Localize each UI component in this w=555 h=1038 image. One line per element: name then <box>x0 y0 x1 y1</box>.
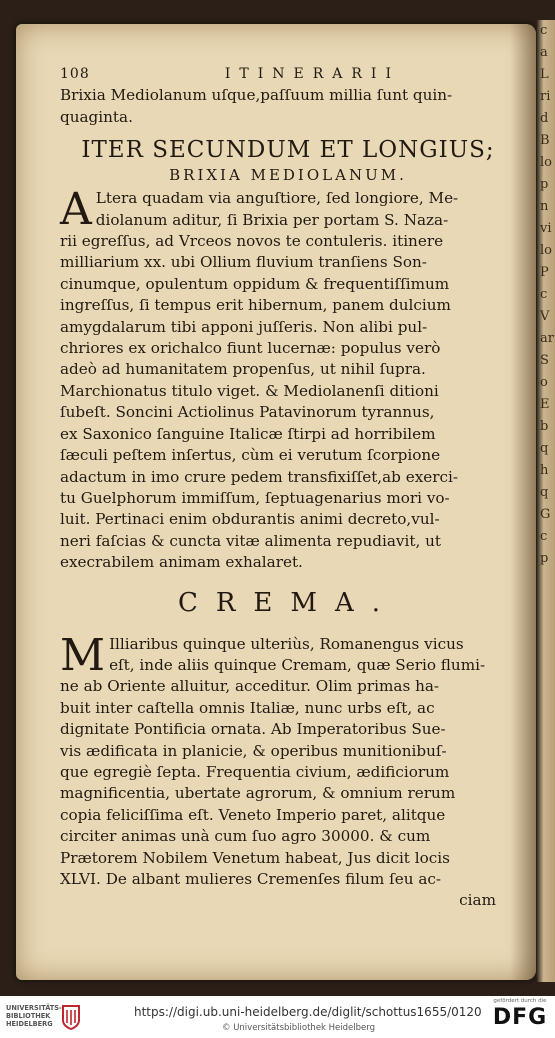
text-line: quaginta. <box>60 107 133 126</box>
facing-page-fragment: S <box>540 353 549 368</box>
book-page <box>16 24 536 980</box>
text-line: milliarium xx. ubi Ollium fluvium tranſiens Son- <box>60 253 427 272</box>
facing-page-fragment: c <box>540 529 548 544</box>
facing-page-fragment: p <box>540 551 549 566</box>
facing-page-fragment: P <box>540 265 549 280</box>
facing-page-fragment: B <box>540 133 550 148</box>
library-emblem-icon <box>60 1004 82 1030</box>
text-line: diolanum aditur, ſi Brixia per portam S. Naza- <box>95 210 449 229</box>
library-logo-line: HEIDELBERG <box>6 1020 53 1028</box>
facing-page-edge <box>536 20 555 982</box>
dfg-logo-text: DFG <box>492 1005 548 1030</box>
footer-bar <box>0 996 555 1038</box>
facing-page-fragment: V <box>540 309 550 324</box>
intro-lines <box>60 85 516 128</box>
paragraph-1 <box>60 184 516 573</box>
facing-page-fragment: c <box>540 287 548 302</box>
page-number: 108 <box>60 66 90 82</box>
text-line: XLVI. De albant mulieres Cremenſes filum ſeu ac- <box>60 870 442 888</box>
text-line: ſæculi peſtem inſertus, cùm ei verutum ſcorpione <box>60 446 441 465</box>
facing-page-fragment: c <box>540 23 548 38</box>
text-line: buit inter caſtella omnis Italiæ, nunc urbs eſt, ac <box>60 698 435 717</box>
dfg-logo[interactable] <box>488 998 552 1034</box>
text-line: que egregiè ſepta. Frequentia civium, ædificiorum <box>60 762 450 781</box>
facing-page-fragment: E <box>540 397 550 412</box>
text-line: execrabilem animam exhalaret. <box>60 553 303 572</box>
page-url[interactable]: https://digi.ub.uni-heidelberg.de/diglit/schottus1655/0120 <box>134 1005 482 1019</box>
text-line: dignitate Pontificia ornata. Ab Imperatoribus Sue- <box>60 720 446 739</box>
facing-page-fragment: lo <box>540 155 552 170</box>
text-line: chriores ex orichalco fiunt lucernæ: populus verò <box>60 339 441 358</box>
crema-heading: CREMA. <box>177 587 399 618</box>
facing-page-fragment: q <box>540 485 549 500</box>
text-line: vis ædificata in planicie, & operibus munitionibuſ- <box>60 741 447 760</box>
text-line: magnificentia, ubertate agrorum, & omnium rerum <box>60 784 456 803</box>
facing-page-fragment: ar <box>540 331 554 346</box>
text-line: circiter animas unà cum ſuo agro 30000. & cum <box>60 827 431 846</box>
library-logo-text <box>6 1004 62 1028</box>
text-line: copia feliciſſima eſt. Veneto Imperio paret, alitque <box>60 805 446 824</box>
facing-page-fragment: n <box>540 199 549 214</box>
text-line: adeò ad humanitatem propenſus, ut nihil ſupra. <box>60 360 426 379</box>
facing-page-fragment: a <box>540 45 548 60</box>
facing-page-fragment: q <box>540 441 549 456</box>
text-line: Brixia Mediolanum uſque,paſſuum millia ſunt quin- <box>60 86 453 105</box>
text-line: ingreſſus, ſi tempus erit hibernum, panem dulcium <box>60 296 451 315</box>
drop-cap: M <box>60 629 106 681</box>
text-line: tu Guelphorum immiſſum, ſeptuagenarius mori vo- <box>60 488 450 507</box>
funding-note: gefördert durch die <box>493 998 547 1004</box>
facing-page-fragment: G <box>540 507 551 522</box>
catchword: ciam <box>459 891 496 910</box>
text-line: Illiaribus quinque ulteriùs, Romanengus vicus <box>109 634 464 653</box>
text-line: rii egreſſus, ad Vrceos novos te contuleris. itinere <box>60 232 444 251</box>
running-title: ITINERARII <box>224 66 400 82</box>
text-line: eſt, inde aliis quinque Cremam, quæ Serio flumi- <box>109 655 486 674</box>
page-text <box>60 64 516 912</box>
text-line: amygdalarum tibi apponi juſſeris. Non alibi pul- <box>60 317 428 336</box>
library-logo[interactable] <box>6 1002 136 1032</box>
facing-page-fragment: d <box>540 111 549 126</box>
text-line: Ltera quadam via anguſtiore, ſed longiore, Me- <box>95 189 459 208</box>
section-heading: ITER SECUNDUM ET LONGIUS; <box>81 137 495 164</box>
text-line: luit. Pertinaci enim obdurantis animi decreto,vul- <box>60 510 440 529</box>
text-line: ex Saxonico ſanguine Italicæ ſtirpi ad horribilem <box>60 424 436 443</box>
facing-page-fragment: p <box>540 177 549 192</box>
text-line: ſubeſt. Soncini Actiolinus Patavinorum tyrannus, <box>60 403 435 422</box>
paragraph-2 <box>60 629 516 891</box>
text-line: adactum in imo crure pedem transfixiſſet,ab exerci- <box>60 467 459 486</box>
text-line: Prætorem Nobilem Venetum habeat, Jus dicit locis <box>60 848 450 867</box>
running-header <box>60 64 400 85</box>
facing-page-fragment: b <box>540 419 549 434</box>
facing-page-fragment: ri <box>540 89 551 104</box>
text-line: Marchionatus titulo viget. & Mediolanenſi ditioni <box>60 381 439 400</box>
facing-page-fragment: h <box>540 463 549 478</box>
facing-page-fragment: lo <box>540 243 552 258</box>
text-line: neri faſcias & cuncta vitæ alimenta repudiavit, ut <box>60 531 441 550</box>
text-line: ne ab Oriente alluitur, acceditur. Olim primas ha- <box>60 677 440 696</box>
copyright-note: © Universitätsbibliothek Heidelberg <box>222 1023 376 1033</box>
library-logo-line: BIBLIOTHEK <box>6 1012 51 1020</box>
library-logo-line: UNIVERSITÄTS- <box>6 1004 62 1012</box>
drop-cap: A <box>60 184 92 236</box>
facing-page-fragment: L <box>540 67 549 82</box>
text-line: cinumque, opulentum oppidum & frequentiſſimum <box>60 274 450 293</box>
section-subheading: BRIXIA MEDIOLANUM. <box>169 166 407 185</box>
facing-page-fragment: o <box>540 375 548 390</box>
facing-page-fragment: vi <box>540 221 552 236</box>
